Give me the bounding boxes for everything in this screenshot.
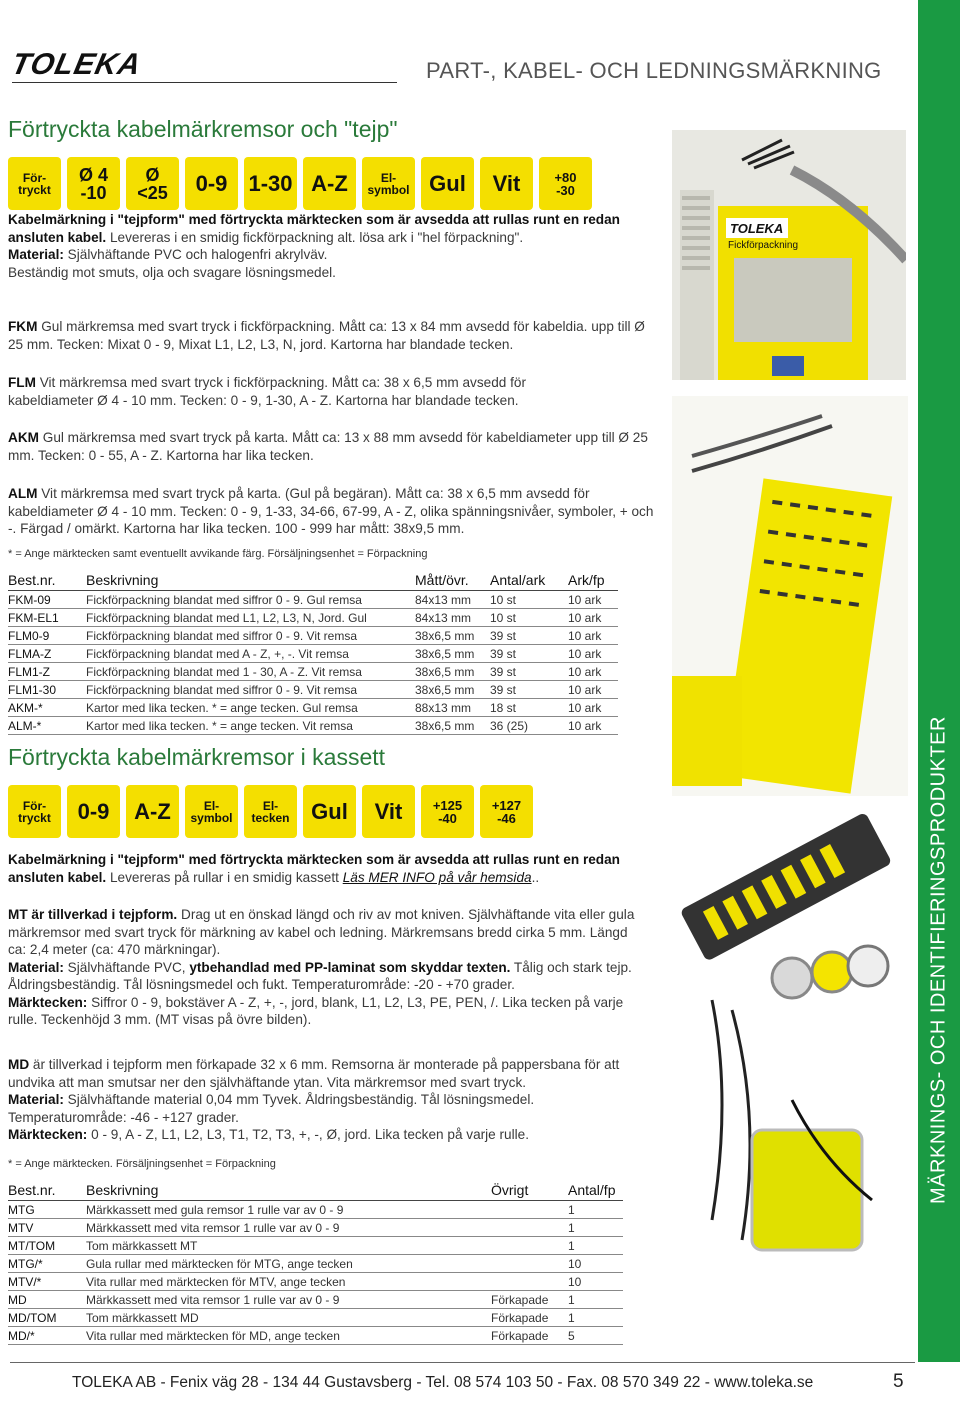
section1-table-cell: 10 ark — [568, 664, 602, 679]
mt-chars-text: Siffror 0 - 9, bokstäver A - Z, +, -, jord, blank, L1, L2, L3, PE, PEN, /. Lika tecken på varje rulle. Teckenhöjd 3 mm. (MT visas på övre bilden). — [8, 994, 624, 1027]
section2-table-cell: Förkapade — [491, 1292, 549, 1307]
section2-table-cell: Märkkassett med vita remsor 1 rulle var av 0 - 9 — [86, 1292, 340, 1307]
section2-table-cell: Tom märkkassett MT — [86, 1238, 198, 1253]
toleka-logo: TOLEKA — [8, 48, 145, 81]
section2-table-cell: MTV — [8, 1220, 34, 1235]
section1-table-cell: 10 st — [490, 592, 517, 607]
section1-table-cell: 39 st — [490, 664, 517, 679]
mt-material-bold: ytbehandlad med PP-laminat som skyddar texten. — [189, 959, 511, 975]
section1-feature-icon: Ø <25 — [126, 157, 179, 210]
section1-table-cell: Kartor med lika tecken. * = ange tecken. Vit remsa — [86, 718, 353, 733]
section1-table-cell: Fickförpackning blandat med A - Z, +, -. Vit remsa — [86, 646, 349, 661]
section2-table-cell — [491, 1255, 568, 1273]
section2-table-cell: Förkapade — [491, 1328, 549, 1343]
section1-column-header: Ark/fp — [568, 572, 605, 588]
mt-text: Drag ut en önskad längd och riv av mot kniven. Självhäftande vita eller gula märkremsor med svart tryck för märkning av kabel och ledning. Märkremsans bredd cirka 5 mm. Längd ca: 2,4 meter (ca: 470 märkningar). — [8, 907, 635, 957]
section2-feature-icon: 0-9 — [67, 785, 120, 838]
category-sidebar — [918, 0, 960, 1362]
section2-table-cell: MD/TOM — [8, 1310, 57, 1325]
section2-table-cell: Märkkassett med gula remsor 1 rulle var av 0 - 9 — [86, 1202, 344, 1217]
section1-feature-icons — [8, 157, 592, 210]
section1-table-cell: 10 st — [490, 610, 517, 625]
section1-column-header: Beskrivning — [86, 572, 159, 588]
section1-table-cell: 18 st — [490, 700, 517, 715]
section1-feature-icon: Gul — [421, 157, 474, 210]
md-text: är tillverkad i tejpform men förkapade 32 x 6 mm. Remsorna är monterade på pappersbana för att undvika att man smutsar ner den självhäftande ytan. Vita märkremsor med svart tryck. — [8, 1057, 620, 1090]
section1-product-table — [8, 572, 618, 735]
cable-pack-illustration — [672, 130, 906, 380]
section2-intro — [8, 851, 663, 886]
mt-chars-label: Märktecken: — [8, 994, 88, 1010]
header-rule — [12, 82, 397, 83]
section2-note: * = Ange märktecken. Försäljningsenhet = Förpackning — [8, 1158, 276, 1170]
section2-table-cell — [491, 1201, 568, 1219]
section2-table-cell: 1 — [568, 1310, 575, 1325]
section1-table-cell: 10 ark — [568, 718, 602, 733]
section1-table-cell: 10 ark — [568, 682, 602, 697]
section1-table-cell: 84x13 mm — [415, 592, 472, 607]
section2-feature-icon: +127 -46 — [480, 785, 533, 838]
akm-code: AKM — [8, 430, 39, 445]
section1-table-cell: FLM1-30 — [8, 682, 57, 697]
section1-note: * = Ange märktecken samt eventuellt avvikande färg. Försäljningsenhet = Förpackning — [8, 548, 428, 560]
section1-table-cell: 10 ark — [568, 646, 602, 661]
section2-table-cell: 1 — [568, 1220, 575, 1235]
section1-table-cell: 38x6,5 mm — [415, 718, 475, 733]
section2-table-row — [8, 1327, 623, 1345]
fkm-code: FKM — [8, 319, 38, 334]
mt-description — [8, 906, 648, 1029]
section1-table-row — [8, 591, 618, 609]
section1-table-row — [8, 663, 618, 681]
section2-table-cell: Förkapade — [491, 1310, 549, 1325]
section2-feature-icon: El- tecken — [244, 785, 297, 838]
intro-bold: Kabelmärkning i "tejpform" med förtryckta märktecken som är avsedda att rullas runt en redan ansluten kabel. — [8, 212, 620, 245]
section2-table-row — [8, 1219, 623, 1237]
fkm-text: Gul märkremsa med svart tryck i fickförpackning. Mått ca: 13 x 84 mm avsedd för kabeldia. upp till Ø 25 mm. Tecken: Mixat 0 - 9, Mixat L1, L2, L3, N, jord. Kartorna har blandade tecken. — [8, 319, 645, 352]
section1-feature-icon: +80 -30 — [539, 157, 592, 210]
pack-logo: TOLEKA — [730, 221, 784, 236]
md-bold: MD — [8, 1057, 30, 1072]
section2-feature-icon: El- symbol — [185, 785, 238, 838]
section1-table-cell: Fickförpackning blandat med siffror 0 - 9. Gul remsa — [86, 592, 362, 607]
section2-table-cell: MT/TOM — [8, 1238, 56, 1253]
section2-table-row — [8, 1237, 623, 1255]
product-photo-marker-cards — [672, 396, 908, 796]
section1-table-row — [8, 717, 618, 735]
section2-table-cell: MTG — [8, 1202, 35, 1217]
flm-code: FLM — [8, 375, 36, 390]
section2-table-cell: 5 — [568, 1328, 575, 1343]
akm-text: Gul märkremsa med svart tryck på karta. Mått ca: 13 x 88 mm avsedd för kabeldiameter upp till Ø 25 mm. Tecken: 0 - 55, A - Z. Kartorna har lika tecken. — [8, 430, 648, 463]
section1-title: Förtryckta kabelmärkremsor och "tejp" — [8, 116, 398, 142]
section1-table-cell: FLM1-Z — [8, 664, 50, 679]
section2-table-cell: Tom märkkassett MD — [86, 1310, 199, 1325]
section2-table-cell: MTV/* — [8, 1274, 42, 1289]
section1-table-cell: 88x13 mm — [415, 700, 472, 715]
alm-description — [8, 485, 658, 538]
resistance-text: Beständig mot smuts, olja och svagare lösningsmedel. — [8, 264, 336, 280]
section2-table-cell: Märkkassett med vita remsor 1 rulle var av 0 - 9 — [86, 1220, 340, 1235]
fkm-description — [8, 318, 663, 353]
section1-table-row — [8, 609, 618, 627]
section1-table-row — [8, 681, 618, 699]
md-chars-text: 0 - 9, A - Z, L1, L2, L3, T1, T2, T3, +, -, Ø, jord. Lika tecken på varje rulle. — [87, 1127, 529, 1142]
section2-feature-icon: Vit — [362, 785, 415, 838]
section1-column-header: Antal/ark — [490, 572, 546, 588]
section2-table-cell — [491, 1273, 568, 1291]
intro2-text: Levereras på rullar i en smidig kassett — [106, 869, 343, 885]
section1-table-cell: FKM-09 — [8, 592, 51, 607]
page-number: 5 — [893, 1371, 904, 1392]
footer-contact: TOLEKA AB - Fenix väg 28 - 134 44 Gustavsberg - Tel. 08 574 103 50 - Fax. 08 570 349 22 - www.toleka.se — [72, 1374, 814, 1391]
mt-bold: MT är tillverkad i tejpform. — [8, 907, 178, 922]
product-photo-fickforpackning — [672, 130, 906, 380]
flm-description — [8, 374, 608, 409]
section1-table-cell: 10 ark — [568, 700, 602, 715]
mt-material-label: Material: — [8, 959, 64, 975]
pack-label: Fickförpackning — [728, 240, 799, 251]
section1-table-cell: Fickförpackning blandat med siffror 0 - 9. Vit remsa — [86, 682, 358, 697]
section1-feature-icon: El- symbol — [362, 157, 415, 210]
section2-product-table — [8, 1182, 623, 1345]
marker-cards-illustration — [672, 396, 908, 796]
page-header-title: PART-, KABEL- OCH LEDNINGSMÄRKNING — [426, 58, 882, 83]
section1-feature-icon: Vit — [480, 157, 533, 210]
section1-feature-icon: För- tryckt — [8, 157, 61, 210]
section2-feature-icon: Gul — [303, 785, 356, 838]
section2-table-cell: Gula rullar med märktecken för MTG, ange tecken — [86, 1256, 353, 1271]
section2-column-header: Best.nr. — [8, 1182, 56, 1198]
section2-table-row — [8, 1291, 623, 1309]
section1-table-row — [8, 645, 618, 663]
section2-table-cell: 1 — [568, 1292, 575, 1307]
alm-text: Vit märkremsa med svart tryck på karta. (Gul på begäran). Mått ca: 38 x 6,5 mm avsedd för kabeldiameter Ø 4 - 10 mm. Tecken: 0 - 9, 1-33, 34-66, 67-99, A - Z, olika spänningsnivåer, symboler, + och -. Färgad / omärkt. Kartorna har lika tecken. 100 - 999 har mått: 38x9,5 mm. — [8, 486, 654, 536]
section2-table-row — [8, 1201, 623, 1219]
section1-table-cell: 10 ark — [568, 592, 602, 607]
section2-table-row — [8, 1255, 623, 1273]
section1-table-cell: 38x6,5 mm — [415, 682, 475, 697]
section1-table-cell: 36 (25) — [490, 718, 529, 733]
section2-table-cell: 1 — [568, 1202, 575, 1217]
section1-feature-icon: A-Z — [303, 157, 356, 210]
md-chars-label: Märktecken: — [8, 1127, 88, 1142]
section2-table-cell: 10 — [568, 1256, 582, 1271]
sidebar-label: MÄRKNINGS- OCH IDENTIFIERINGSPRODUKTER — [927, 716, 950, 1204]
section2-title: Förtryckta kabelmärkremsor i kassett — [8, 744, 386, 770]
section2-feature-icons — [8, 785, 533, 838]
material-text: Självhäftande PVC och halogenfri akrylväv. — [63, 247, 328, 262]
section2-feature-icon: +125 -40 — [421, 785, 474, 838]
section2-table-cell — [491, 1237, 568, 1255]
section1-table-cell: Kartor med lika tecken. * = ange tecken. Gul remsa — [86, 700, 358, 715]
section2-table-row — [8, 1309, 623, 1327]
section1-table-cell: 39 st — [490, 628, 517, 643]
section2-table-cell: Vita rullar med märktecken för MTV, ange tecken — [86, 1274, 346, 1289]
section1-feature-icon: 0-9 — [185, 157, 238, 210]
section2-table-cell: 10 — [568, 1274, 582, 1289]
section2-table-cell: MD — [8, 1292, 27, 1307]
website-link[interactable]: Läs MER INFO på vår hemsida — [342, 869, 532, 885]
md-material-label: Material: — [8, 1092, 64, 1107]
alm-code: ALM — [8, 486, 38, 501]
section1-table-cell: 38x6,5 mm — [415, 628, 475, 643]
intro2-end: .. — [531, 869, 540, 885]
section1-intro — [8, 211, 663, 281]
product-photo-cassette — [672, 800, 908, 1330]
section1-column-header: Mått/övr. — [415, 572, 469, 588]
section1-table-cell: ALM-* — [8, 718, 42, 733]
section2-feature-icon: För- tryckt — [8, 785, 61, 838]
cassette-illustration — [672, 800, 908, 1330]
section1-table-cell: 10 ark — [568, 610, 602, 625]
section1-table-cell: 39 st — [490, 646, 517, 661]
section1-table-row — [8, 699, 618, 717]
section1-table-cell: AKM-* — [8, 700, 43, 715]
mt-material-text: Självhäftande PVC, — [63, 959, 190, 975]
section2-table-cell: 1 — [568, 1238, 575, 1253]
intro-text: Levereras i en smidig fickförpackning alt. lösa ark i "hel förpackning". — [106, 229, 524, 245]
section1-table-cell: 38x6,5 mm — [415, 646, 475, 661]
mt-material-rest: Tålig och stark tejp. Åldringsbeständig. Tål lösningsmedel och fukt. Temperaturområde: -20 - +70 grader. — [8, 959, 632, 992]
section2-column-header: Övrigt — [491, 1182, 529, 1198]
section1-table-cell: 39 st — [490, 682, 517, 697]
md-description — [8, 1056, 643, 1144]
akm-description — [8, 429, 648, 464]
intro2-bold: Kabelmärkning i "tejpform" med förtryckta märktecken som är avsedda att rullas runt en redan ansluten kabel. — [8, 852, 620, 885]
section1-table-cell: Fickförpackning blandat med 1 - 30, A - Z. Vit remsa — [86, 664, 362, 679]
section2-feature-icon: A-Z — [126, 785, 179, 838]
section2-table-cell: MTG/* — [8, 1256, 43, 1271]
section2-column-header: Beskrivning — [86, 1182, 159, 1198]
section1-table-cell: Fickförpackning blandat med L1, L2, L3, N, Jord. Gul — [86, 610, 367, 625]
material-label: Material: — [8, 247, 64, 262]
md-material-text: Självhäftande material 0,04 mm Tyvek. Åldringsbeständig. Tål lösningsmedel. — [63, 1092, 535, 1107]
section1-table-cell: FKM-EL1 — [8, 610, 59, 625]
section1-table-cell: 10 ark — [568, 628, 602, 643]
section1-table-row — [8, 627, 618, 645]
flm-text: Vit märkremsa med svart tryck i fickförpackning. Mått ca: 38 x 6,5 mm avsedd för kabeldiameter Ø 4 - 10 mm. Tecken: 0 - 9, 1-30, A - Z. Kartorna har blandade tecken. — [8, 375, 526, 408]
section2-table-cell — [491, 1219, 568, 1237]
section2-column-header: Antal/fp — [568, 1182, 616, 1198]
section2-table-cell: Vita rullar med märktecken för MD, ange tecken — [86, 1328, 340, 1343]
md-temp: Temperaturområde: -46 - +127 grader. — [8, 1109, 239, 1125]
section1-table-cell: 84x13 mm — [415, 610, 472, 625]
section1-table-cell: FLM0-9 — [8, 628, 50, 643]
section2-table-cell: MD/* — [8, 1328, 35, 1343]
section1-feature-icon: 1-30 — [244, 157, 297, 210]
section2-table-row — [8, 1273, 623, 1291]
section1-table-cell: 38x6,5 mm — [415, 664, 475, 679]
section1-column-header: Best.nr. — [8, 572, 56, 588]
section1-table-cell: Fickförpackning blandat med siffror 0 - 9. Vit remsa — [86, 628, 358, 643]
footer-rule — [10, 1362, 915, 1363]
section1-feature-icon: Ø 4 -10 — [67, 157, 120, 210]
section1-table-cell: FLMA-Z — [8, 646, 52, 661]
